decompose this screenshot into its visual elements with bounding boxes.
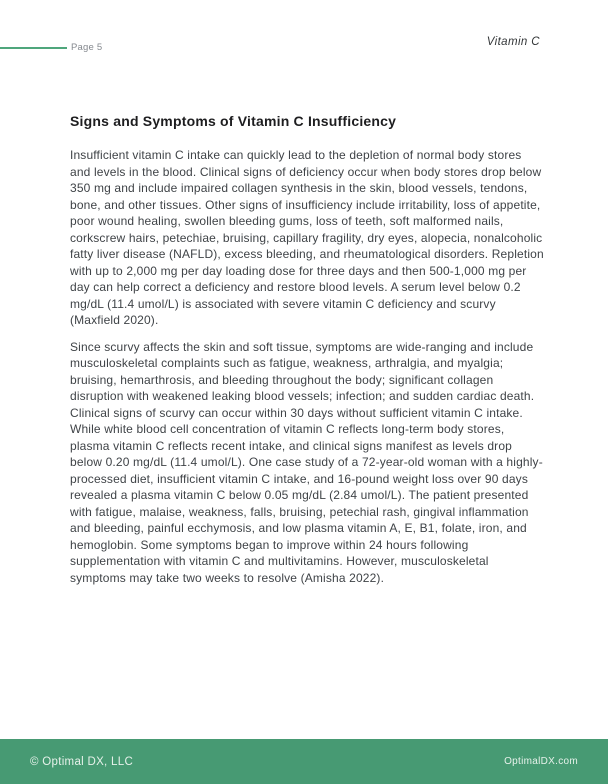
page-number-label: Page 5	[71, 42, 103, 53]
footer-website-link[interactable]: OptimalDX.com	[504, 756, 578, 767]
paragraph-scurvy-symptoms: Since scurvy affects the skin and soft tissue, symptoms are wide-ranging and include musculoskeletal complaints such as fatigue, weakness, arthralgia, and myalgia; bruising, hemarthrosis, and bleeding throughout the body; significant collagen disruption with weakened leaking blood vessels; infection; and sudden cardiac death. Clinical signs of scurvy can occur within 30 days without sufficient vitamin C intake. While white blood cell concentration of vitamin C reflects long-term body stores, plasma vitamin C reflects recent intake, and clinical signs manifest as levels drop below 0.20 mg/dL (11.4 umol/L). One case study of a 72-year-old woman with a highly-processed diet, insufficient vitamin C intake, and 16-pound weight loss over 90 days revealed a plasma vitamin C below 0.05 mg/dL (2.84 umol/L). The patient presented with fatigue, malaise, weakness, falls, bruising, petechial rash, gingival inflammation and bleeding, painful ecchymosis, and low plasma vitamin A, E, B1, folate, iron, and hemoglobin. Some symptoms began to improve within 24 hours following supplementation with vitamin C and multivitamins. However, musculoskeletal symptoms may take two weeks to resolve (Amisha 2022).	[70, 339, 543, 585]
footer-bar	[0, 739, 608, 784]
section-heading: Signs and Symptoms of Vitamin C Insufficiency	[70, 113, 397, 129]
footer-copyright: © Optimal DX, LLC	[30, 755, 134, 768]
paragraph-signs-of-insufficiency: Insufficient vitamin C intake can quickly lead to the depletion of normal body stores and levels in the blood. Clinical signs of deficiency occur when body stores drop below 350 mg and include impaired collagen synthesis in the skin, blood vessels, tendons, bone, and other tissues. Other signs of insufficiency include irritability, loss of appetite, poor wound healing, swollen bleeding gums, loss of teeth, soft malformed nails, corkscrew hairs, petechiae, bruising, capillary fragility, dry eyes, alopecia, nonalcoholic fatty liver disease (NAFLD), excess bleeding, and rheumatological disorders. Repletion with up to 2,000 mg per day loading dose for three days and then 500-1,000 mg per day can help correct a deficiency and restore blood levels. A serum level below 0.2 mg/dL (11.4 umol/L) is associated with severe vitamin C deficiency and scurvy (Maxfield 2020).	[70, 148, 544, 327]
document-body	[70, 112, 544, 596]
header-accent-line	[0, 47, 67, 49]
document-title: Vitamin C	[486, 36, 540, 48]
